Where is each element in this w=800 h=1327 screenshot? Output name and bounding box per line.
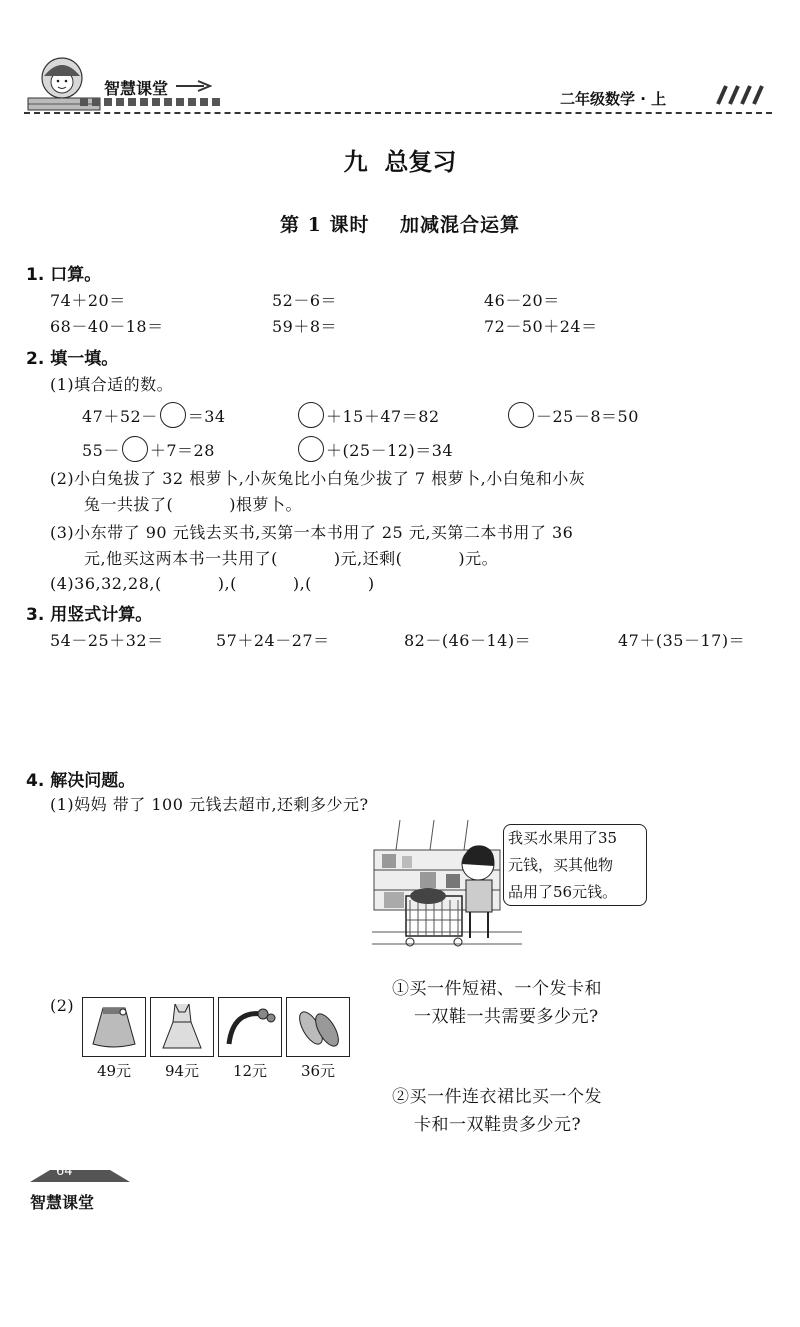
equation-text: 55－	[82, 441, 120, 460]
q2-equation-5	[296, 436, 453, 462]
q1-item: 46－20＝	[484, 291, 560, 310]
q3-item: 82－(46－14)＝	[404, 631, 532, 650]
equation-text: －25－8＝50	[536, 407, 639, 426]
q1-item: 52－6＝	[272, 291, 338, 310]
dress-item	[150, 997, 214, 1057]
text: )	[367, 574, 375, 593]
q2-title: 2. 填一填。	[26, 349, 119, 369]
skirt-item	[82, 997, 146, 1057]
speech-line: 我买水果用了35	[508, 829, 618, 847]
chapter-title: 九 总复习	[343, 148, 457, 176]
q4-part1: (1)妈妈 带了 100 元钱去超市,还剩多少元?	[50, 795, 369, 814]
text: )根萝卜。	[229, 495, 302, 514]
q2-part3-line1: (3)小东带了 90 元钱去买书,买第一本书用了 25 元,买第二本书用了 36	[50, 523, 574, 542]
speech-line: 元钱，买其他物	[508, 856, 614, 874]
footer-brand: 智慧课堂	[30, 1193, 95, 1212]
q1-item: 74＋20＝	[50, 291, 126, 310]
q4-sub1-line1: ①买一件短裙、一个发卡和	[392, 979, 602, 999]
arrow-icon	[176, 80, 212, 92]
q3-item: 57＋24－27＝	[216, 631, 330, 650]
header-decor-blocks	[80, 98, 220, 106]
q2-part2-line1: (2)小白兔拔了 32 根萝卜,小灰兔比小白兔少拔了 7 根萝卜,小白兔和小灰	[50, 469, 586, 488]
q2-equation-1	[82, 402, 226, 428]
q2-part4	[50, 574, 375, 593]
footer-arrow-banner	[30, 1166, 130, 1186]
q4-sub2-line1: ②买一件连衣裙比买一个发	[392, 1087, 602, 1107]
q2-part1-label: (1)填合适的数。	[50, 375, 174, 394]
answer-circle[interactable]	[298, 436, 324, 462]
q1-item: 72－50＋24＝	[484, 317, 598, 336]
page-number: 64	[56, 1164, 73, 1179]
q4-title: 4. 解决问题。	[26, 771, 136, 791]
header-divider	[24, 112, 772, 114]
equation-text: ＋(25－12)＝34	[326, 441, 454, 460]
q2-part2-line2	[84, 492, 302, 515]
q3-title: 3. 用竖式计算。	[26, 605, 153, 625]
q4-part2-label: (2)	[50, 996, 75, 1015]
answer-circle[interactable]	[298, 402, 324, 428]
slash-decoration-icon	[712, 84, 768, 106]
hairband-icon	[219, 998, 281, 1056]
equation-text: ＋15＋47＝82	[326, 407, 440, 426]
q1-item: 59＋8＝	[272, 317, 338, 336]
speech-line: 品用了56元钱。	[508, 883, 618, 901]
lesson-title: 第 1 课时 加减混合运算	[280, 214, 520, 236]
text: )元。	[458, 549, 499, 568]
equation-text: ＋7＝28	[149, 441, 215, 460]
q3-item: 47＋(35－17)＝	[618, 631, 746, 650]
equation-text: 47＋52－	[82, 407, 158, 426]
dress-icon	[151, 998, 213, 1056]
text: )元,还剩(	[333, 549, 403, 568]
q2-equation-2	[296, 402, 440, 428]
skirt-icon	[83, 998, 145, 1056]
speech-bubble	[503, 824, 647, 906]
price-label: 12元	[232, 1062, 268, 1080]
price-label: 49元	[96, 1062, 132, 1080]
price-label: 94元	[164, 1062, 200, 1080]
answer-circle[interactable]	[508, 402, 534, 428]
q4-sub1-line2: 一双鞋一共需要多少元?	[414, 1007, 599, 1027]
answer-circle[interactable]	[160, 402, 186, 428]
q2-part3-line2	[84, 546, 498, 569]
q3-item: 54－25＋32＝	[50, 631, 164, 650]
header-brand-name: 智慧课堂	[104, 79, 169, 98]
text: ),(	[292, 574, 312, 593]
text: 兔一共拔了(	[84, 495, 174, 514]
q2-equation-4	[82, 436, 215, 462]
text: ),(	[217, 574, 237, 593]
text: (4)36,32,28,(	[50, 574, 162, 593]
q1-item: 68－40－18＝	[50, 317, 164, 336]
q4-sub2-line2: 卡和一双鞋贵多少元?	[414, 1115, 582, 1135]
answer-circle[interactable]	[122, 436, 148, 462]
equation-text: ＝34	[187, 407, 226, 426]
q2-equation-3	[506, 402, 639, 428]
shoes-item	[286, 997, 350, 1057]
shoes-icon	[287, 998, 349, 1056]
price-label: 36元	[300, 1062, 336, 1080]
header-grade-label: 二年级数学 · 上	[560, 90, 667, 108]
text: 元,他买这两本书一共用了(	[84, 549, 278, 568]
q1-title: 1. 口算。	[26, 265, 102, 285]
hairband-item	[218, 997, 282, 1057]
